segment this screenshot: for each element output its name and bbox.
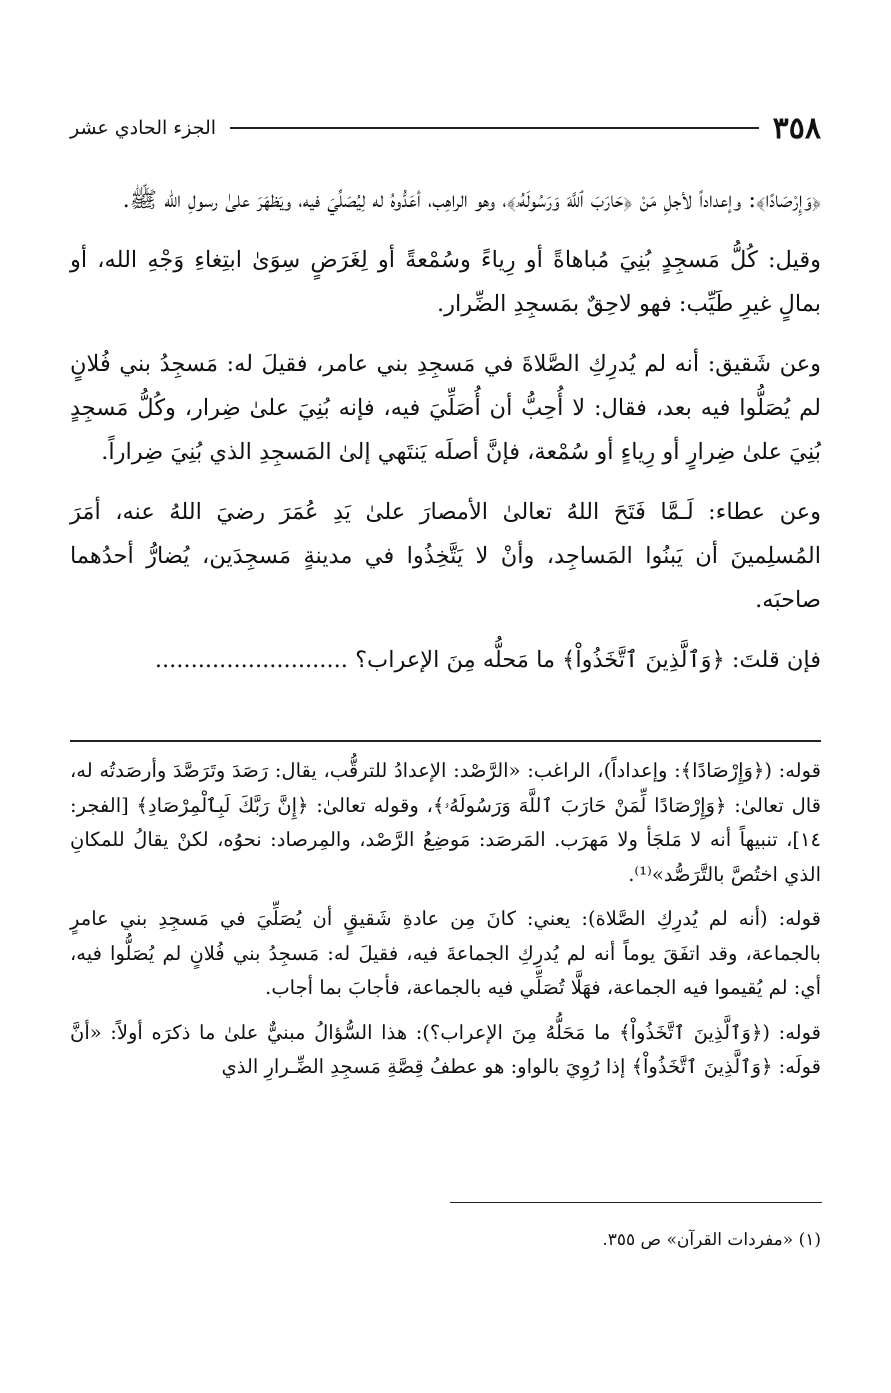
header-rule: [230, 127, 759, 129]
running-title: الجزء الحادي عشر: [70, 117, 217, 139]
footnote-text: (١) «مفردات القرآن» ص ٣٥٥.: [602, 1230, 821, 1250]
main-paragraph: وقيل: كُلُّ مَسجِدٍ بُنِيَ مُباهاةً أو رِياءً وسُمْعةً أو لِغَرَضٍ سِوَىٰ ابتِغاءِ وَجْهِ الله، أو بمالٍ غيرِ طَيِّب: فهو لاحِقٌ بمَسجِدِ الضِّرار.: [70, 247, 821, 317]
commentary-paragraph: قوله: (أنه لم يُدرِكِ الصَّلاة): يعني: كانَ مِن عادةِ شَقيقٍ أن يُصَلِّيَ في مَسجِدِ بني عامرٍ بالجماعة، وقد اتفَقَ يوماً أنه لم يُدرِكِ الجماعةَ فيه، فقيلَ له: مَسجِدُ بني فُلانٍ لم يُصَلُّوا فيه، أي: لم يُقيموا فيه الجماعة، فهَلَّا تُصَلِّي فيه بالجماعة، فأجابَ بما أجاب.: [70, 907, 821, 999]
question-line: فإن قلتَ: ﴿وَٱلَّذِينَ ٱتَّخَذُواْ﴾ ما مَحلُّه مِنَ الإعراب؟: [355, 647, 821, 673]
page-header: [70, 108, 821, 148]
commentary-paragraph: قوله: (﴿وَإِرْصَادًا﴾: وإعداداً)، الراغب: «الرَّصْد: الإعدادُ للترقُّب، يقال: رَصَدَ وتَرَصَّدَ وأرصَدتُه له، قال تعالىٰ: ﴿وَإِرْصَادًا لِّمَنْ حَارَبَ ٱللَّهَ وَرَسُولَهُۥ﴾، وقوله تعالىٰ: ﴿إِنَّ رَبَّكَ لَبِٱلْمِرْصَادِ﴾ [الفجر: ١٤]، تنبيهاً أنه لا مَلجَأ ولا مَهرَب. المَرصَد: مَوضِعُ الرَّصْد، والمِرصاد: نحوُه، لكنْ يقالُ للمكانِ الذي اختُصَّ بالتَّرَصُّد»⁽¹⁾.: [70, 759, 821, 886]
footnote-section: [70, 1226, 821, 1254]
commentary-paragraph: قوله: (﴿وَٱلَّذِينَ ٱتَّخَذُواْ﴾ ما مَحَلُّهُ مِنَ الإعراب؟): هذا السُّؤالُ مبنيٌّ علىٰ ما ذكرَه أولاً: «أنَّ قولَه: ﴿وَٱلَّذِينَ ٱتَّخَذُواْ﴾ إذا رُوِيَ بالواو: هو عطفُ قِصَّةِ مَسجِدِ الضِّـرارِ الذي: [70, 1020, 821, 1078]
commentary-section: [70, 754, 821, 1095]
main-text: [70, 178, 821, 698]
continuation-dots: ...........................: [154, 647, 348, 673]
commentary-separator: [70, 740, 821, 742]
page-number: ٣٥٨: [772, 110, 821, 146]
main-paragraph: ﴿وَإِرْصَادًا﴾: وإعداداً لأجلِ مَنْ ﴿حَارَبَ ٱللَّهَ وَرَسُولَهُۥ﴾، وهو الراهِب، أعَدُّوهُ له لِيُصَلِّيَ فيه، ويَظهَرَ علىٰ رسولِ الله ﷺ.: [122, 187, 821, 213]
main-paragraph: وعن عطاء: لَـمَّا فَتَحَ اللهُ تعالىٰ الأمصارَ علىٰ يَدِ عُمَرَ رضيَ اللهُ عنه، أمَرَ المُسلِمينَ أن يَبنُوا المَساجِد، وأنْ لا يَتَّخِذُوا في مدينةٍ مَسجِدَين، يُضارُّ أحدُهما صاحبَه.: [70, 499, 821, 613]
main-final-line: [70, 638, 821, 682]
footnote-separator: [450, 1202, 822, 1203]
main-paragraph: وعن شَقيق: أنه لم يُدرِكِ الصَّلاةَ في مَسجِدِ بني عامر، فقيلَ له: مَسجِدُ بني فُلانٍ لم يُصَلُّوا فيه بعد، فقال: لا أُحِبُّ أن أُصَلِّيَ فيه، فإنه بُنِيَ علىٰ ضِرار، وكُلُّ مَسجِدٍ بُنِيَ علىٰ ضِرارٍ أو رِياءٍ أو سُمْعة، فإنَّ أصلَه يَنتَهي إلىٰ المَسجِدِ الذي بُنِيَ ضِراراً.: [70, 351, 821, 465]
